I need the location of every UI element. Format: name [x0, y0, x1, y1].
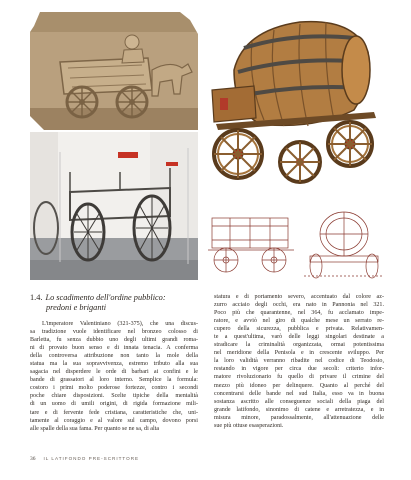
- text-line: grande latifondo, sinonimo di catene e arretratezza, e in: [214, 406, 384, 413]
- text-line: sostanza ascritto alle conseguenze sociali della piaga del: [214, 398, 384, 405]
- section-number: 1.4.: [30, 293, 43, 302]
- page-number: 36: [30, 456, 36, 462]
- text-line: costoro i primi molto poderose fortezze, contro i secondi: [30, 385, 198, 392]
- text-line: tare e di fervente fede cristiana, caratteristiche che, uni-: [30, 409, 198, 416]
- text-line: sagacia nel disperdere le orde di barbari ai confini e le: [30, 369, 198, 376]
- text-line: alle spalle della sua fama. Per quanto se ne sa, di alta: [30, 425, 160, 432]
- text-line: ni di provato buon senso e di innata tenacia. A conferma: [30, 345, 198, 352]
- text-line: poche chiare disposizioni. Scelte tipiche della mentalità: [30, 393, 198, 400]
- text-line: te a quest'ultima, varò delle leggi singolari destinate a: [214, 334, 384, 341]
- text-line: zurro acciaio degli occhi, era nato in Pannonia nel 321.: [214, 302, 384, 309]
- text-line: sa tradizione vuole identificare nel bronzeo colosso di: [30, 329, 198, 336]
- barrel-wagon-image: [204, 12, 384, 200]
- left-text-column: [30, 320, 198, 433]
- page-footer: [30, 456, 139, 462]
- relief-image: [30, 12, 198, 130]
- text-line: restando in vigore per circa due secoli: criterio infor-: [214, 366, 384, 373]
- text-line: stradicare la criminalità organizzata, ormai potentissima: [214, 342, 384, 349]
- technical-drawing-svg: [204, 204, 384, 280]
- text-line: misura minore, paradossalmente, all'attenuazione delle: [214, 414, 384, 421]
- text-line: Barletta, fu senza dubbio uno degli ultimi grandi roma-: [30, 337, 198, 344]
- text-line: tamente al coraggio e al valore sul campo, dovono porsi: [30, 417, 198, 424]
- text-line: nel meridione della Penisola e in crescente sviluppo. Per: [214, 350, 384, 357]
- right-text-column: [214, 293, 384, 430]
- text-line: della controversa attribuzione non tanto la mole della: [30, 353, 198, 360]
- text-line: mezzo più idoneo per delinquere. Quanto al perché del: [214, 382, 384, 389]
- text-line: di un uomo di umili origini, di rigida formazione mili-: [30, 401, 198, 408]
- section-title-line-1: Lo scadimento dell'ordine pubblico:: [45, 293, 166, 302]
- wheel-rear: [328, 122, 372, 166]
- text-line: la loro validità verranno ribadite nel codice di Teodosio,: [214, 358, 384, 365]
- text-line: concentrarsi delle bande nel sud Italia, esso va in buona: [214, 390, 384, 397]
- section-heading: [30, 293, 198, 313]
- text-line: statura e di portamento severo, accentuato dal colore az-: [214, 294, 384, 300]
- museum-drawing: [30, 132, 198, 280]
- wheel-front: [214, 130, 262, 178]
- text-line: ratore, e avviò nel giro di qualche mese un serrato re-: [214, 318, 384, 325]
- museum-photo: [30, 132, 198, 280]
- text-line: matore rivoluzionario fu quello di privare il crimine del: [214, 374, 384, 381]
- text-line: Poco più che quarantenne, nel 364, fu acclamato impe-: [214, 310, 384, 317]
- relief-drawing: [30, 12, 198, 130]
- technical-drawing: [204, 204, 384, 280]
- text-line: sue più ottuse esasperazioni.: [214, 422, 284, 429]
- barrel-wagon-drawing: [204, 12, 384, 200]
- text-line: bande di grassatori al loro interno. Semplice la formula:: [30, 377, 198, 384]
- running-title: IL LATIFONDO PRE-SCRITTORE: [43, 456, 140, 461]
- wheel-middle: [280, 142, 320, 182]
- text-line: statua ma la sua sopravvivenza, estremo tributo alla sua: [30, 361, 198, 368]
- section-title-line-2: predoni e briganti: [46, 303, 107, 312]
- text-line: cupero della sicurezza, pubblica e privata. Relativamen-: [214, 326, 384, 333]
- text-line: L'imperatore Valentiniano (321-375), che una discus-: [42, 321, 198, 327]
